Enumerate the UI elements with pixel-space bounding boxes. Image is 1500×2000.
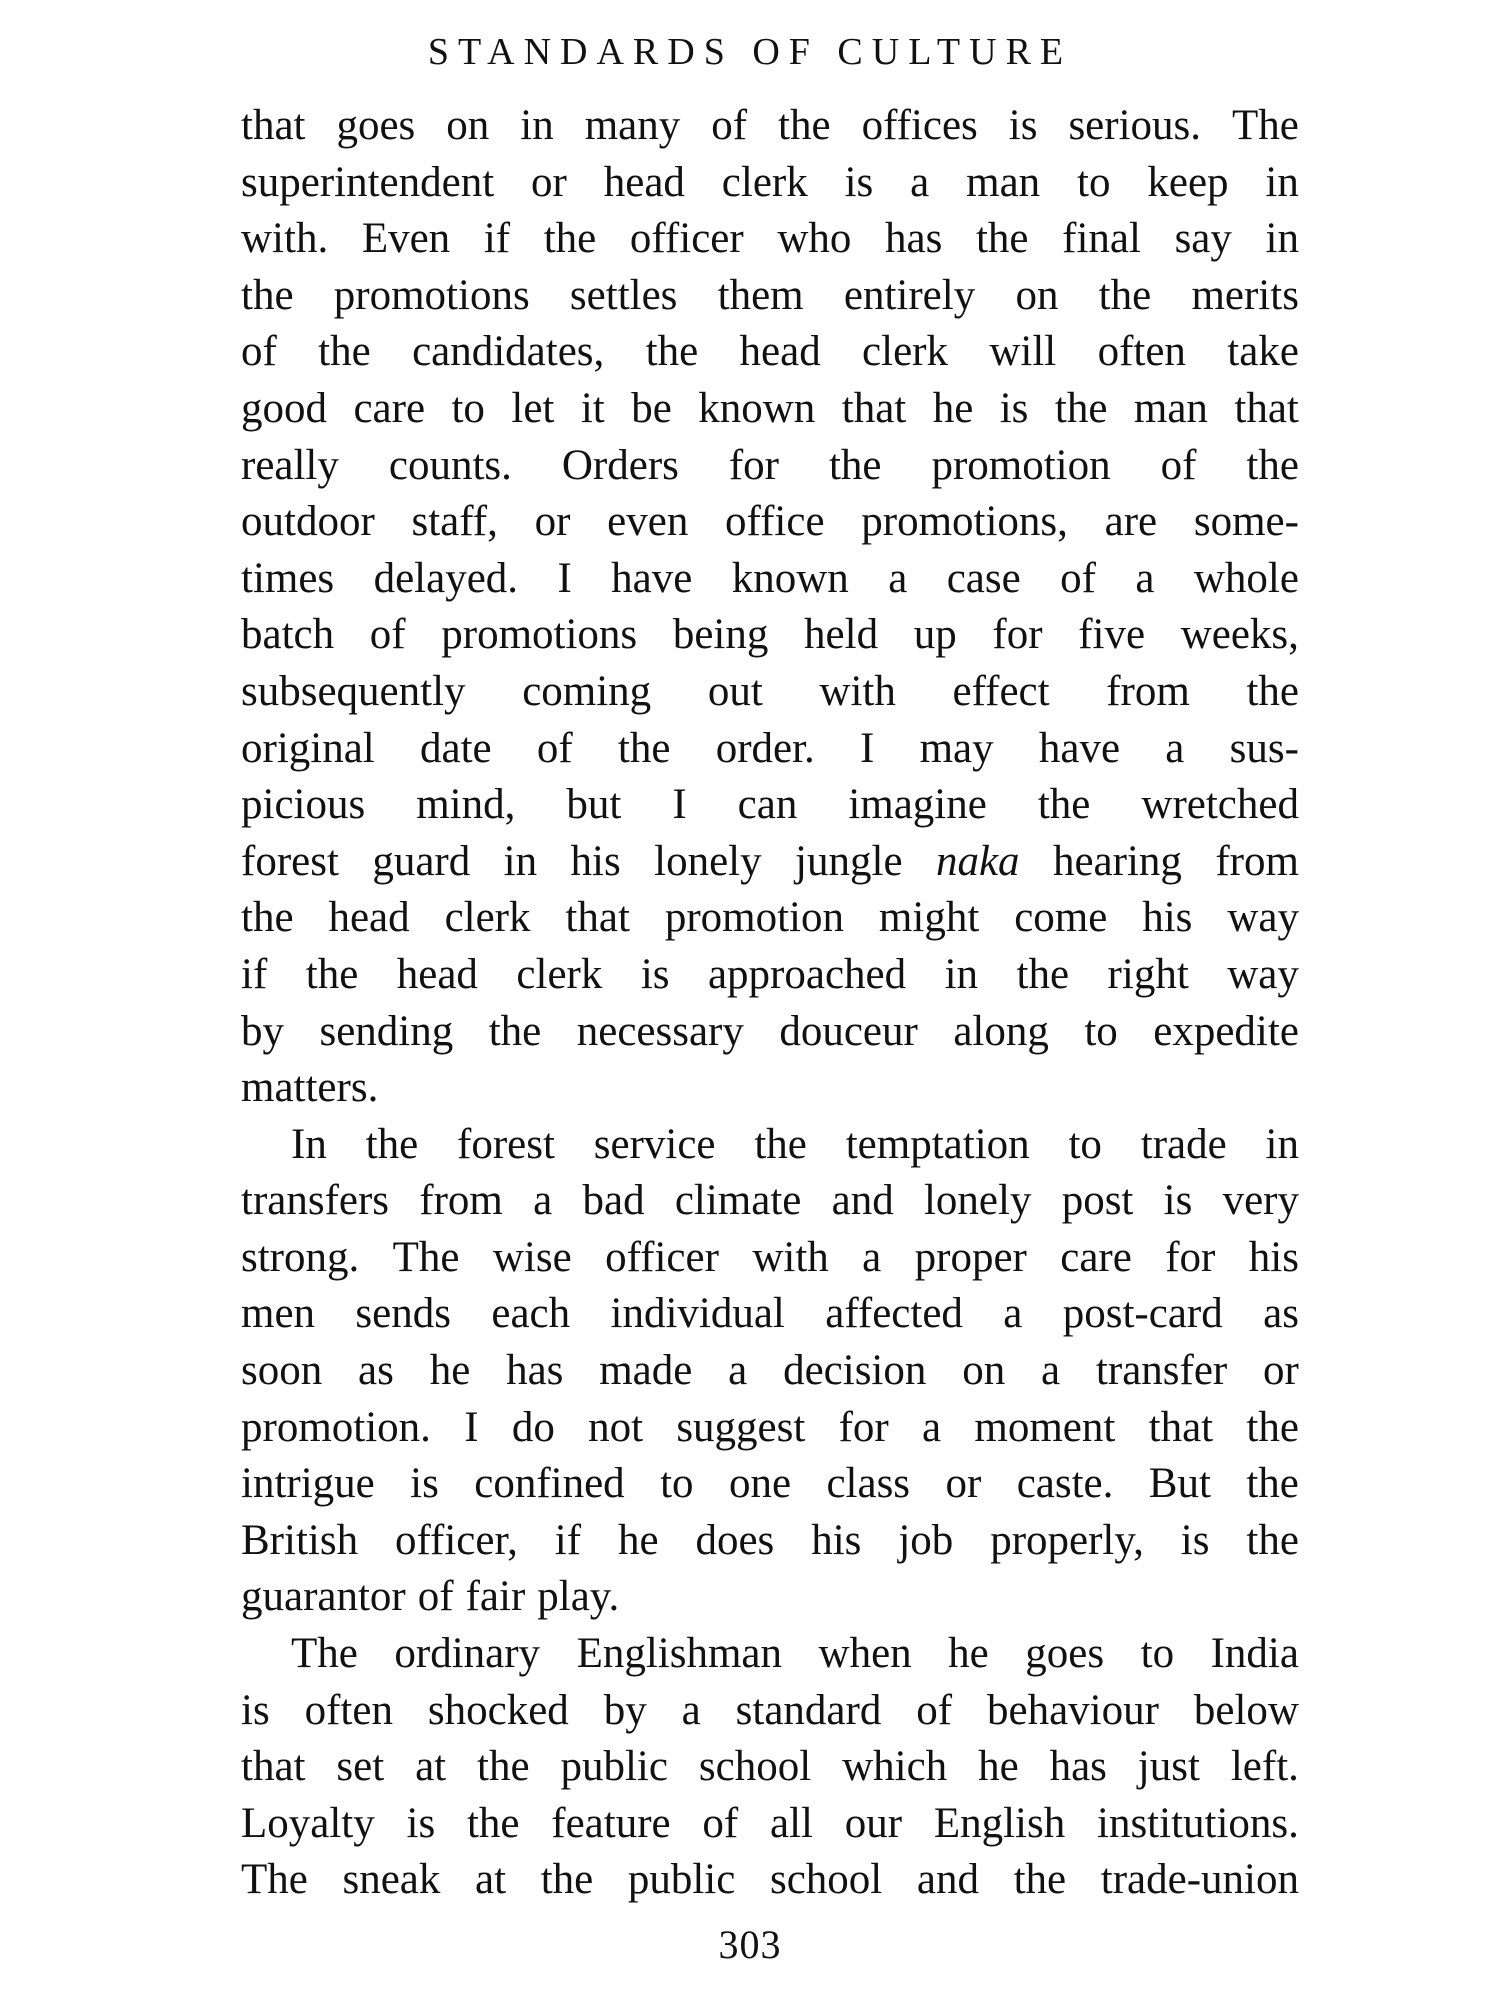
text-line: batch of promotions being held up for five weeks, bbox=[241, 611, 1299, 659]
paragraph bbox=[241, 98, 1299, 1117]
text-line: the head clerk that promotion might come his way bbox=[241, 894, 1299, 942]
text-line: British officer, if he does his job properly, is the bbox=[241, 1516, 1299, 1564]
text-line: good care to let it be known that he is the man that bbox=[241, 384, 1299, 432]
text-line: The sneak at the public school and the trade-union bbox=[241, 1856, 1299, 1904]
text-line: forest guard in his lonely jungle naka hearing from bbox=[241, 837, 1299, 885]
text-line: matters. bbox=[241, 1064, 379, 1112]
text-line: guarantor of fair play. bbox=[241, 1573, 620, 1621]
text-line: really counts. Orders for the promotion of the bbox=[241, 441, 1299, 489]
text-line: superintendent or head clerk is a man to keep in bbox=[241, 158, 1299, 206]
text-line: that set at the public school which he has just left. bbox=[241, 1743, 1299, 1791]
text-line: strong. The wise officer with a proper care for his bbox=[241, 1233, 1299, 1281]
paragraph bbox=[241, 1626, 1299, 1909]
text-line: picious mind, but I can imagine the wretched bbox=[241, 781, 1299, 829]
text-line: the promotions settles them entirely on the merits bbox=[241, 271, 1299, 319]
text-line: of the candidates, the head clerk will often take bbox=[241, 328, 1299, 376]
page-number: 303 bbox=[718, 1922, 782, 1967]
text-line: promotion. I do not suggest for a moment that the bbox=[241, 1403, 1299, 1451]
text-line: times delayed. I have known a case of a whole bbox=[241, 554, 1299, 602]
text-line: subsequently coming out with effect from the bbox=[241, 667, 1299, 715]
text-line: soon as he has made a decision on a transfer or bbox=[241, 1347, 1299, 1395]
text-line: Loyalty is the feature of all our English institutions. bbox=[241, 1799, 1299, 1847]
body-text bbox=[241, 98, 1299, 1909]
text-line: by sending the necessary douceur along to expedite bbox=[241, 1007, 1299, 1055]
text-line: The ordinary Englishman when he goes to India bbox=[291, 1630, 1299, 1678]
text-line: is often shocked by a standard of behaviour below bbox=[241, 1686, 1299, 1734]
text-line: with. Even if the officer who has the final say in bbox=[241, 215, 1299, 263]
text-line: outdoor staff, or even office promotions, are some- bbox=[241, 498, 1299, 546]
text-line: men sends each individual affected a post-card as bbox=[241, 1290, 1299, 1338]
text-line: original date of the order. I may have a sus- bbox=[241, 724, 1299, 772]
text-line: if the head clerk is approached in the right way bbox=[241, 950, 1299, 998]
paragraph bbox=[241, 1117, 1299, 1626]
running-head: STANDARDS OF CULTURE bbox=[427, 31, 1073, 73]
text-line: In the forest service the temptation to trade in bbox=[291, 1120, 1299, 1168]
text-line: that goes on in many of the offices is serious. The bbox=[241, 102, 1299, 149]
text-line: intrigue is confined to one class or caste. But the bbox=[241, 1460, 1299, 1508]
text-line: transfers from a bad climate and lonely post is very bbox=[241, 1177, 1299, 1225]
